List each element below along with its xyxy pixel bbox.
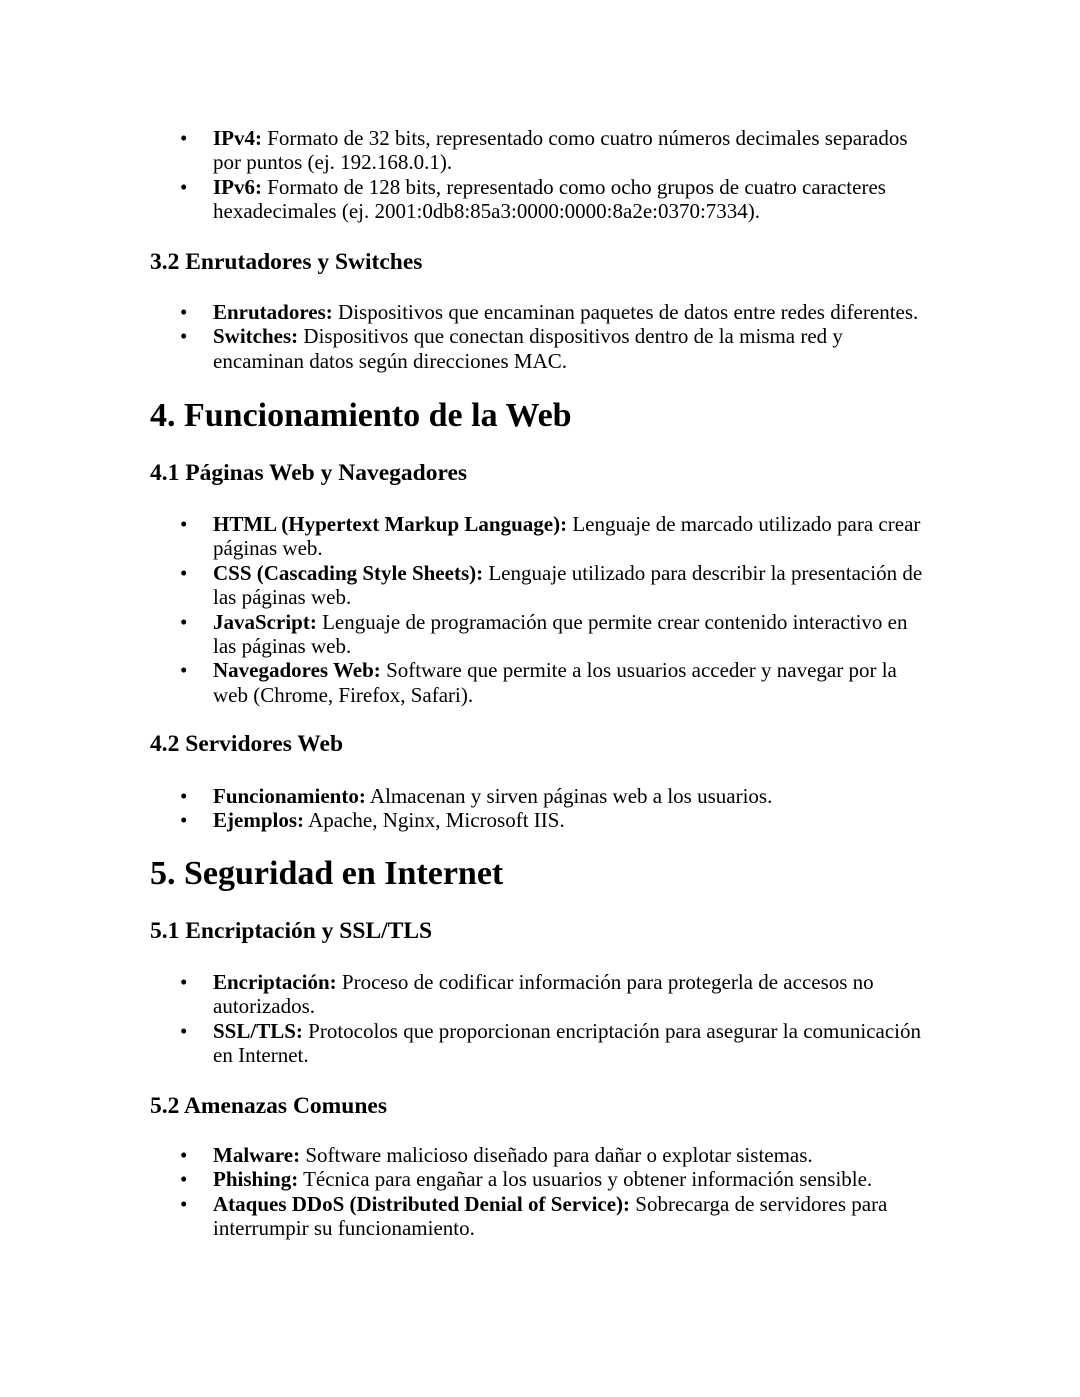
bullet-icon: •: [180, 324, 188, 349]
bullet-icon: •: [180, 560, 188, 585]
item-term: Encriptación:: [213, 970, 337, 994]
bullet-icon: •: [180, 658, 188, 683]
section-heading: 4. Funcionamiento de la Web: [150, 397, 572, 434]
bullet-list: [150, 784, 940, 833]
bullet-list: [150, 126, 940, 224]
subsection-heading: 4.2 Servidores Web: [150, 731, 344, 757]
section-block: [150, 1092, 940, 1120]
list-item: [150, 784, 933, 808]
bullet-icon: •: [180, 174, 188, 199]
bullet-list: [150, 970, 940, 1068]
list-item: [150, 561, 933, 610]
item-description: Apache, Nginx, Microsoft IIS.: [304, 808, 565, 833]
list-item: [150, 126, 933, 175]
bullet-list: [150, 300, 940, 373]
list-item: [150, 300, 933, 324]
item-term: IPv6:: [213, 174, 262, 199]
item-term: Ejemplos:: [213, 808, 304, 833]
subsection-heading: 5.1 Encriptación y SSL/TLS: [150, 918, 433, 944]
item-term: Navegadores Web:: [213, 658, 381, 683]
bullet-icon: •: [180, 609, 188, 634]
item-description: Técnica para engañar a los usuarios y obtener información sensible.: [298, 1167, 873, 1192]
item-description: Software que permite a los usuarios acceder y navegar por la web (Chrome, Firefox, Safari).: [213, 658, 897, 707]
item-term: HTML (Hypertext Markup Language):: [213, 512, 568, 536]
list-item: [150, 512, 933, 561]
section-heading: 5. Seguridad en Internet: [150, 855, 504, 892]
item-description: Dispositivos que conectan dispositivos dentro de la misma red y encaminan datos según direcciones MAC.: [213, 324, 843, 373]
bullet-icon: •: [180, 300, 188, 324]
section-block: [150, 730, 940, 758]
list-item: [150, 658, 933, 707]
list-item: [150, 175, 933, 224]
bullet-list: [150, 512, 940, 707]
bullet-icon: •: [180, 970, 188, 994]
list-item: [150, 808, 933, 832]
list-item: [150, 1019, 933, 1068]
section-block: [150, 248, 940, 276]
item-description: Lenguaje de marcado utilizado para crear páginas web.: [213, 512, 921, 561]
list-item: [150, 1192, 933, 1241]
bullet-icon: •: [180, 1191, 188, 1216]
bullet-icon: •: [180, 784, 188, 808]
bullet-icon: •: [180, 512, 188, 536]
item-description: Lenguaje de programación que permite crear contenido interactivo en las páginas web.: [213, 609, 908, 659]
list-item: [150, 970, 933, 1019]
section-block: [150, 459, 940, 487]
item-term: Switches:: [213, 324, 299, 349]
list-item: [150, 1167, 933, 1191]
item-term: IPv4:: [213, 126, 262, 150]
item-description: Dispositivos que encaminan paquetes de datos entre redes diferentes.: [332, 300, 919, 324]
list-item: [150, 610, 933, 659]
item-term: Phishing:: [213, 1167, 299, 1192]
list-item: [150, 1143, 933, 1167]
item-description: Almacenan y sirven páginas web a los usuarios.: [365, 784, 773, 808]
item-description: Protocolos que proporcionan encriptación para asegurar la comunicación en Internet.: [213, 1018, 921, 1068]
item-term: Funcionamiento:: [213, 784, 366, 808]
item-term: SSL/TLS:: [213, 1018, 303, 1043]
subsection-heading: 3.2 Enrutadores y Switches: [150, 249, 423, 275]
bullet-list: [150, 1143, 940, 1241]
item-description: Software malicioso diseñado para dañar o explotar sistemas.: [300, 1143, 813, 1167]
item-description: Proceso de codificar información para protegerla de accesos no autorizados.: [213, 970, 874, 1019]
subsection-heading: 5.2 Amenazas Comunes: [150, 1093, 387, 1119]
item-term: Ataques DDoS (Distributed Denial of Service):: [213, 1191, 631, 1216]
bullet-icon: •: [180, 808, 188, 833]
bullet-icon: •: [180, 1143, 188, 1167]
item-term: Enrutadores:: [213, 300, 333, 324]
item-term: JavaScript:: [213, 609, 317, 634]
section-block: [150, 396, 940, 436]
bullet-icon: •: [180, 1018, 188, 1043]
bullet-icon: •: [180, 1167, 188, 1192]
section-block: [150, 917, 940, 945]
item-term: Malware:: [213, 1143, 301, 1167]
bullet-icon: •: [180, 126, 188, 150]
item-description: Formato de 32 bits, representado como cuatro números decimales separados por puntos (ej. 192.168.0.1).: [213, 126, 908, 175]
subsection-heading: 4.1 Páginas Web y Navegadores: [150, 460, 468, 486]
list-item: [150, 324, 933, 373]
item-term: CSS (Cascading Style Sheets):: [213, 560, 484, 585]
section-block: [150, 854, 940, 894]
item-description: Sobrecarga de servidores para interrumpir su funcionamiento.: [213, 1191, 888, 1241]
item-description: Lenguaje utilizado para describir la presentación de las páginas web.: [213, 560, 923, 610]
item-description: Formato de 128 bits, representado como ocho grupos de cuatro caracteres hexadecimales (ej. 2001:0db8:85a3:0000:0000:8a2e:0370:7334).: [213, 174, 886, 224]
